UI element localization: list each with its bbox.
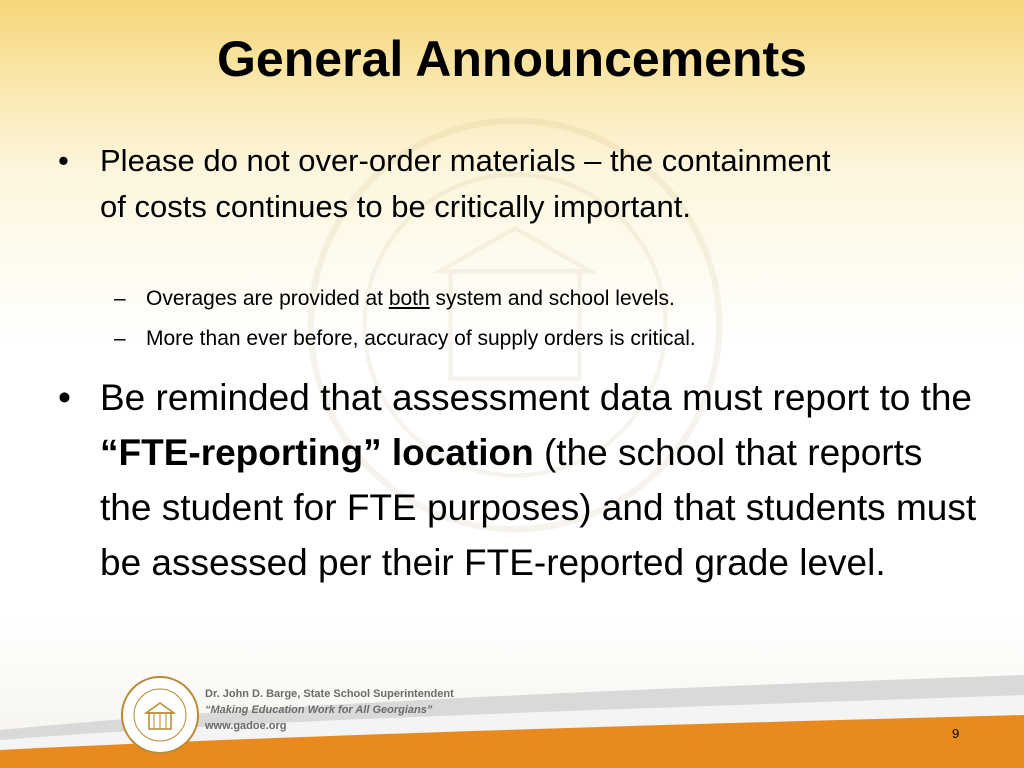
bullet-item bbox=[58, 138, 858, 230]
sub-bullet-item bbox=[114, 285, 675, 313]
bullet-icon: • bbox=[58, 143, 69, 178]
sub-bullet-item bbox=[114, 325, 696, 353]
bullet-text bbox=[100, 370, 978, 590]
footer-superintendent: Dr. John D. Barge, State School Superintendent bbox=[205, 688, 454, 700]
bullet-item bbox=[58, 370, 978, 590]
dash-icon: – bbox=[114, 287, 126, 310]
sub-bullet-text: More than ever before, accuracy of supply orders is critical. bbox=[146, 327, 696, 350]
bullet-text: Please do not over-order materials – the containment of costs continues to be critically important. bbox=[100, 143, 831, 224]
bullet-text-bold: “FTE-reporting” location bbox=[100, 432, 534, 473]
bullet-text-before: Be reminded that assessment data must report to the bbox=[100, 377, 973, 418]
sub-text-underlined: both bbox=[388, 287, 430, 310]
bullet-text-after: (the school that reports the student for FTE purposes) and that students must be assessed per their FTE-reported grade level. bbox=[100, 432, 977, 583]
sub-bullet-text bbox=[146, 287, 675, 310]
department-seal-icon bbox=[120, 675, 200, 755]
footer-website-link[interactable]: www.gadoe.org bbox=[205, 720, 287, 732]
bullet-icon: • bbox=[58, 377, 71, 418]
sub-text-after: system and school levels. bbox=[429, 287, 675, 310]
sub-text-before: Overages are provided at bbox=[146, 287, 389, 310]
dash-icon: – bbox=[114, 327, 126, 350]
footer-slogan: “Making Education Work for All Georgians” bbox=[205, 704, 433, 716]
slide-title: General Announcements bbox=[217, 31, 807, 87]
page-number: 9 bbox=[952, 726, 960, 741]
